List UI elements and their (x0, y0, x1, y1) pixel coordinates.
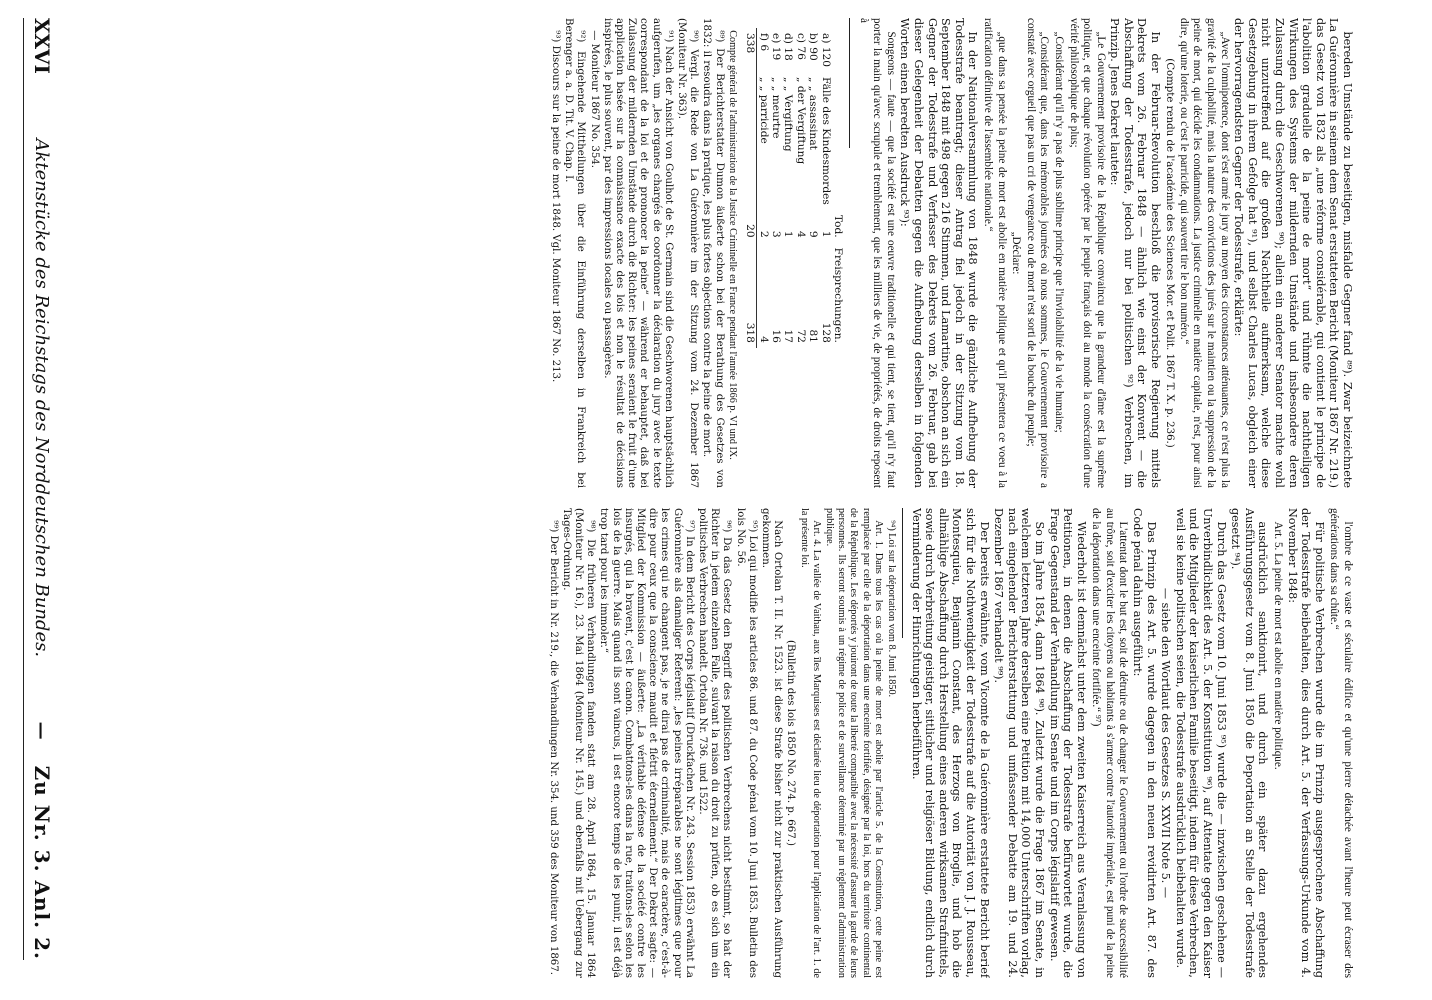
page-title: Aktenstücke des Reichstags des Norddeutschen Bundes. (31, 138, 53, 658)
right-paragraph: Das Prinzip des Art. 5. wurde dagegen in den neuen revidirten Art. 87. des Code pénal dahin ausgeführt: (1131, 508, 1158, 978)
left-column (74, 18, 1354, 488)
left-paragraph: „Avec l'omnipotence, dont s'est armé le jury au moyen des circonstances atténuantes, ce n'est plus la gravité de la culpabilité, mais la nature des convictions des jurés sur le maintien ou la suppression de la peine de mort, qui décide les condamnations. La justice criminelle en matière capitale, n'est, pour ainsi dire, qu'une loterie, ou c'est le parricide, qui souvent tire le bon numéro.“ (1177, 18, 1231, 488)
table-cell: „ „ meurtre (769, 77, 782, 139)
table-row (782, 28, 794, 348)
footnote: ⁸⁹) Der Berichterstatter Dumon äußerte schon bei der Berathung des Gesetzes von 1832: il resoudra dans la pratique, les plus fortes objections contre la peine de mort. (701, 18, 725, 488)
table-total-cell: 318 (744, 243, 757, 348)
header-dash: — (31, 721, 53, 740)
footnote-rule (849, 18, 850, 148)
table-row (794, 28, 806, 348)
table-cell: c) 76 (794, 33, 807, 60)
table-cell: a) 120 (819, 33, 832, 68)
right-paragraph: So im Jahre 1854, dann 1864 ⁹⁸). Zuletzt wurde die Frage 1867 im Senate, in welchem letzteren Jahre derselben eine Petition mit 14,000 Unterschriften vorlag, nach eingehender Berichterstattung und umfassender Debatte am 19. und 24. Dezember 1867 verhandelt ⁹⁹). (992, 508, 1046, 978)
table-header-cell: Tod. (832, 214, 845, 238)
table-cell: „ „ parricide (757, 77, 770, 144)
table-cell: 1 (782, 230, 795, 238)
table-row (807, 28, 819, 348)
left-paragraph: „Considérant qu'il n'y a pas de plus sublime principe que l'inviolabilité de la vie humaine; (1052, 31, 1065, 433)
table-cell: 72 (794, 329, 807, 343)
table-total-cell: 20 (744, 210, 757, 243)
footnote: (Bulletin des lois 1850 No. 274. p. 667.) (785, 640, 797, 846)
table-cell: b) 90 (807, 33, 820, 61)
left-paragraph: „Le Gouvernement provisoire de la République convaincu que la grandeur d'âme est la suprême politique, et que chaque révolution opérée par le peuple français doit au monde la consécration d'une vérité philosophique de plus; (1067, 18, 1107, 488)
right-paragraph: Für politische Verbrechen wurde die im Prinzip ausgesprochene Abschaffung der Todesstrafe beibehalten, dies durch Art. 5. der Verfassungs-Urkunde vom 4. November 1848: (1285, 508, 1326, 978)
right-paragraph: Der bereits erwähnte, vom Vicomte de la Guéronnière erstattete Bericht berief sich für die Nothwendigkeit der Todesstrafe auf die Autorität von J. J. Rousseau, Montesquieu, Benjamin Constant, des Herzogs von Broglie, und hob die allmählige Abschaffung durch Herstellung eines anderen wirksamen Strafmittels, sowie durch Verbreitung geistiger, sittlicher und religiöser Bildung, endlich durch Verminderung der Hinrichtungen herbeiführen. (909, 508, 991, 978)
digitization-watermark (1416, 0, 1430, 1000)
table-row (770, 28, 782, 348)
footnote: Compte général de l'administration de la Justice Criminelle en France pendant l'année 1866 p. VI und IX. (726, 30, 738, 460)
table-header-cell (832, 28, 844, 72)
table-cell: 3 (769, 230, 782, 238)
left-paragraph: In der Nationalversammlung von 1848 wurde die gänzliche Aufhebung der Todesstrafe beantragt; dieser Antrag fiel jedoch in der Sitzung vom 18. September 1848 mit 498 gegen 216 Stimmen, und Lamartine, obschon an sich ein Gegner der Todesstrafe und Verfasser des Dekrets vom 26. Februar, gab bei dieser Gelegenheit der Debatten gegen die Aufhebung derselben in folgenden Worten einen beredten Ausdruck ⁹³): (898, 18, 980, 488)
footnote: ⁹⁸) Die früheren Verhandlungen fanden statt am 28. April 1864, 15. Januar 1864 (Moniteur Nr. 16.), 23. Mai 1864 (Moniteur Nr. 145.) und ebenfalls mit Uebergang zur Tages-Ordnung. (560, 508, 597, 978)
table-header-row (832, 28, 844, 348)
table-cell: 1 (819, 230, 832, 238)
statistics-table (744, 28, 844, 348)
right-paragraph: — siehe den Wortlaut des Gesetzes S. XXVII Note 5. — (1159, 587, 1173, 899)
right-paragraph: l'ombre de ce vaste et séculaire édifice et qu'une pierre détachée avant l'heure peut écraser des générations dans sa chûte.“ (1328, 508, 1354, 978)
table-cell: f) 6 (757, 33, 770, 52)
table-total-cell (744, 72, 757, 210)
right-paragraph: Art. 5. La peine de mort est abolie en matière politique. (1272, 521, 1285, 770)
table-cell: 4 (794, 230, 807, 238)
table-cell: „ „ assassinat (807, 77, 820, 150)
footnote: ⁹⁹) Der Bericht in Nr. 219., die Verhandlungen Nr. 354. und 359 des Moniteur von 1867. (547, 520, 559, 976)
table-cell: d) 18 (782, 33, 795, 61)
table-cell: 17 (782, 329, 795, 343)
footnote-rule (902, 508, 903, 638)
footnote: — Moniteur 1867 No. 354. (588, 30, 600, 169)
table-cell: e) 19 (769, 33, 782, 61)
table-row (819, 28, 831, 348)
left-citation: (Compte rendu de l'académie des Sciences Mor. et Polit. 1867 T. X. p. 236.) (1164, 58, 1176, 448)
footnote: Art. 4. La vallée de Vaithau, aux îles Marquises est déclarée lieu de déportation pour l'application de l'art. 1. de la présente loi. (798, 508, 822, 978)
page-header (23, 18, 60, 960)
left-paragraph: Songeons — faute — que la société est une oeuvre traditionelle et qui tient, se tient, qu'il n'y faut porter la main qu'avec scrupule et tremblement, que les milliers de vie, de propriétés, de droits reposent à (857, 18, 897, 488)
table-cell: 2 (757, 230, 770, 238)
footnote: Art. 1. Dans tous les cas où la peine de mort est abolie par l'article 5. de la Constitution, cette peine est remplacée par celle de la déportation dans une enceinte fortifiée, désignée par la loi, hors du territoire continental de la République. Les déportés y jouiront de toute la liberté compatible avec la nécessité d'assurer la garde de leurs personnes. Ils seront soumis à un régime de police et de surveillance déterminé par un règlement d'administration publique. (823, 508, 884, 978)
footnote: ⁹³) Discours sur la peine de mort 1848. Vgl. Moniteur 1867 No. 213. (549, 30, 561, 383)
footnote: ⁹²) Eingehende Mittheilungen über die Einführung derselben in Frankreich bei Berenger a. a. D. Tit. V. Chap. I. (563, 18, 587, 488)
table-cell: Fälle des Kindesmordes (819, 77, 832, 205)
right-column (74, 508, 1354, 978)
table-cell: „ der Vergiftung (794, 77, 807, 165)
table-header-cell: Freisprechungen. (832, 247, 845, 343)
left-paragraph: In der Februar-Revolution beschloß die provisorische Regierung mittels Dekrets vom 26. Februar 1848 — ähnlich wie einst der Konvent — die Abschaffung der Todesstrafe, jedoch nur bei politischen ⁹²) Verbrechen, im Prinzip. Jenes Dekret lautete: (1108, 18, 1163, 488)
right-paragraph: Durch das Gesetz vom 10. Juni 1853 ⁹⁵) wurde die — inzwischen geschehene — Unverbindlichkeit des Art. 5. der Konstitution ⁹⁶), auf Attentate gegen den Kaiser und die Mitglieder der kaiserlichen Familie beseitigt, indem für diese Verbrechen, weil sie keine politischen seien, die Todesstrafe ausdrücklich beibehalten wurde. (1173, 508, 1228, 978)
document-reference: Zu Nr. 3. Anl. 2. (30, 765, 54, 960)
footnote: ⁹⁴) Loi sur la déportation vom 8. Juni 1850. (886, 520, 897, 698)
table-row (757, 28, 770, 348)
right-paragraph: ausdrücklich sanktionirt, und durch ein später dazu ergehendes Ausführungsgesetz vom 8. Juni 1850 die Deportation an Stelle der Todesstrafe gesetzt ⁹⁴). (1229, 508, 1270, 978)
table-cell: 4 (757, 336, 770, 343)
table-cell: 81 (807, 329, 820, 343)
table-total-cell: 338 (744, 28, 757, 72)
right-paragraph: L'attentat dont le but est, soit de détruire ou de changer le Gouvernement ou l'ordre de successibilité au trône, soit d'exciter les citoyens ou habitants à s'armer contre l'autorité impériale, est puni de la peine de la déportation dans une enceinte fortifiée.“ ⁹⁷) (1090, 508, 1130, 978)
page-number: XXVI (30, 18, 54, 74)
footnote: ⁹⁶) Da das Gesetz den Begriff des politischen Verbrechens nicht bestimmt, so hat der Richter in jedem einzelnen Falle, suivant la raison du droit zu prüfen, ob es sich um ein politisches Verbrechen handelt. Ortolan Nr. 736. und 1522. (696, 508, 733, 978)
footnote: Nach Ortolan T. II. Nr. 1523. ist diese Strafe bisher nicht zur praktischen Ausführung gekommen. (759, 508, 784, 978)
left-paragraph: „Considérant que, dans les mémorables journées où nous sommes, le Gouvernement provisoire a constaté avec orgueil que pas un cri de vengeance ou de mort n'est sorti de la bouche du peuple; (1024, 18, 1051, 488)
right-paragraph: Wiederholt ist demnächst unter dem zweiten Kaiserreich aus Veranlassung von Petitionen, in denen die Abschaffung der Todesstrafe befürwortet wurde, die Frage Gegenstand der Verhandlung im Senate und im Corps législatif gewesen. (1047, 508, 1088, 978)
footnote: ⁹⁵) Loi qui modifie les articles 86. und 87. du Code pénal vom 10. Juni 1853. Bulletin des lois No. 56. (734, 508, 758, 978)
table-header-cell (832, 72, 844, 210)
footnote: ⁹¹) Nach der Ansicht von Goulhot de St. Germain sind die Geschworenen hauptsächlich aufgerufen, um „les organes chargés de coordonner la déclaration du jury avec le texte correspondant de la loi et de prononcer la peine“ — während er behauptet, daß bei Zulassung der mildernden Umstände durch die Richter: les peines seraient le fruit d'une application basée sur la connaissance exacte des lois et non le résultat de décisions inspirées, le plus souvent, par des impressions locales ou passagères. (601, 18, 674, 488)
left-paragraph: „que dans sa pensée la peine de mort est abolie en matière politique et qu'il présentera ce voeu à la ratification définitive de l'assemblée nationale.“ (981, 18, 1008, 488)
table-cell: 16 (769, 329, 782, 343)
left-paragraph: „Déclare: (1010, 231, 1023, 275)
footnote: ⁹⁷) In dem Bericht des Corps législatif (Druckfachen Nr. 243. Session 1853) erwähnt La Guéronnière als damaliger Referent: „les peines irréparables ne sont légitimes que pour les crimes qui ne changent pas, je ne dirai pas de criminalité, mais de caractère, c'est-à-dire pour ceux que la conscience maudit et flétrit éternellement.“ Der Dekret sagte: — Mitglied der Kommission — äußerte: „La véritable défense de la société contre les insurgés, qui la bravent, c'est le canon. Combattons-les dans la rue, traitons-les selon les lois de la guerre. Mais quand ils sont vaincus, il est encore temps de les punir, il est déjà trop tard pour les immoler.“ (598, 508, 695, 978)
table-cell: 128 (819, 322, 832, 343)
table-cell: 9 (807, 230, 820, 238)
footnote: ⁹⁰) Vergl. die Rede von La Guéronnière im der Sitzung vom 24. Dezember 1867 (Moniteur Nr. 363). (675, 18, 700, 488)
table-total-row (744, 28, 757, 348)
table-cell: „ „ Vergiftung (782, 77, 795, 152)
left-paragraph: bereden Umstände zu beseitigen, misfalde Gegner fand ⁸⁹). Zwar beizeichnete La Guéronnière in seinem dem Senat erstatteten Bericht (Moniteur 1867 Nr. 219.) das Gesetz von 1832 als „une réforme considérable, qui contient le principe de l'abolition graduelle de la peine de mort“ und rühmte die nachtheiligen Wirkungen des Systems der mildernden Umstände und insbesondere deren Zulassung durch die Geschworenen ⁹⁰); allein ein anderer Senator machte wohl nicht unzutreffend auf die großen Nachtheile aufmerksam, welche diese Gesetzgebung in ihrem Gefolge hat ⁹¹), und selbst Charles Lucas, obgleich einer der hervorragendsten Gegner der Todesstrafe, erklärte: (1232, 18, 1354, 488)
